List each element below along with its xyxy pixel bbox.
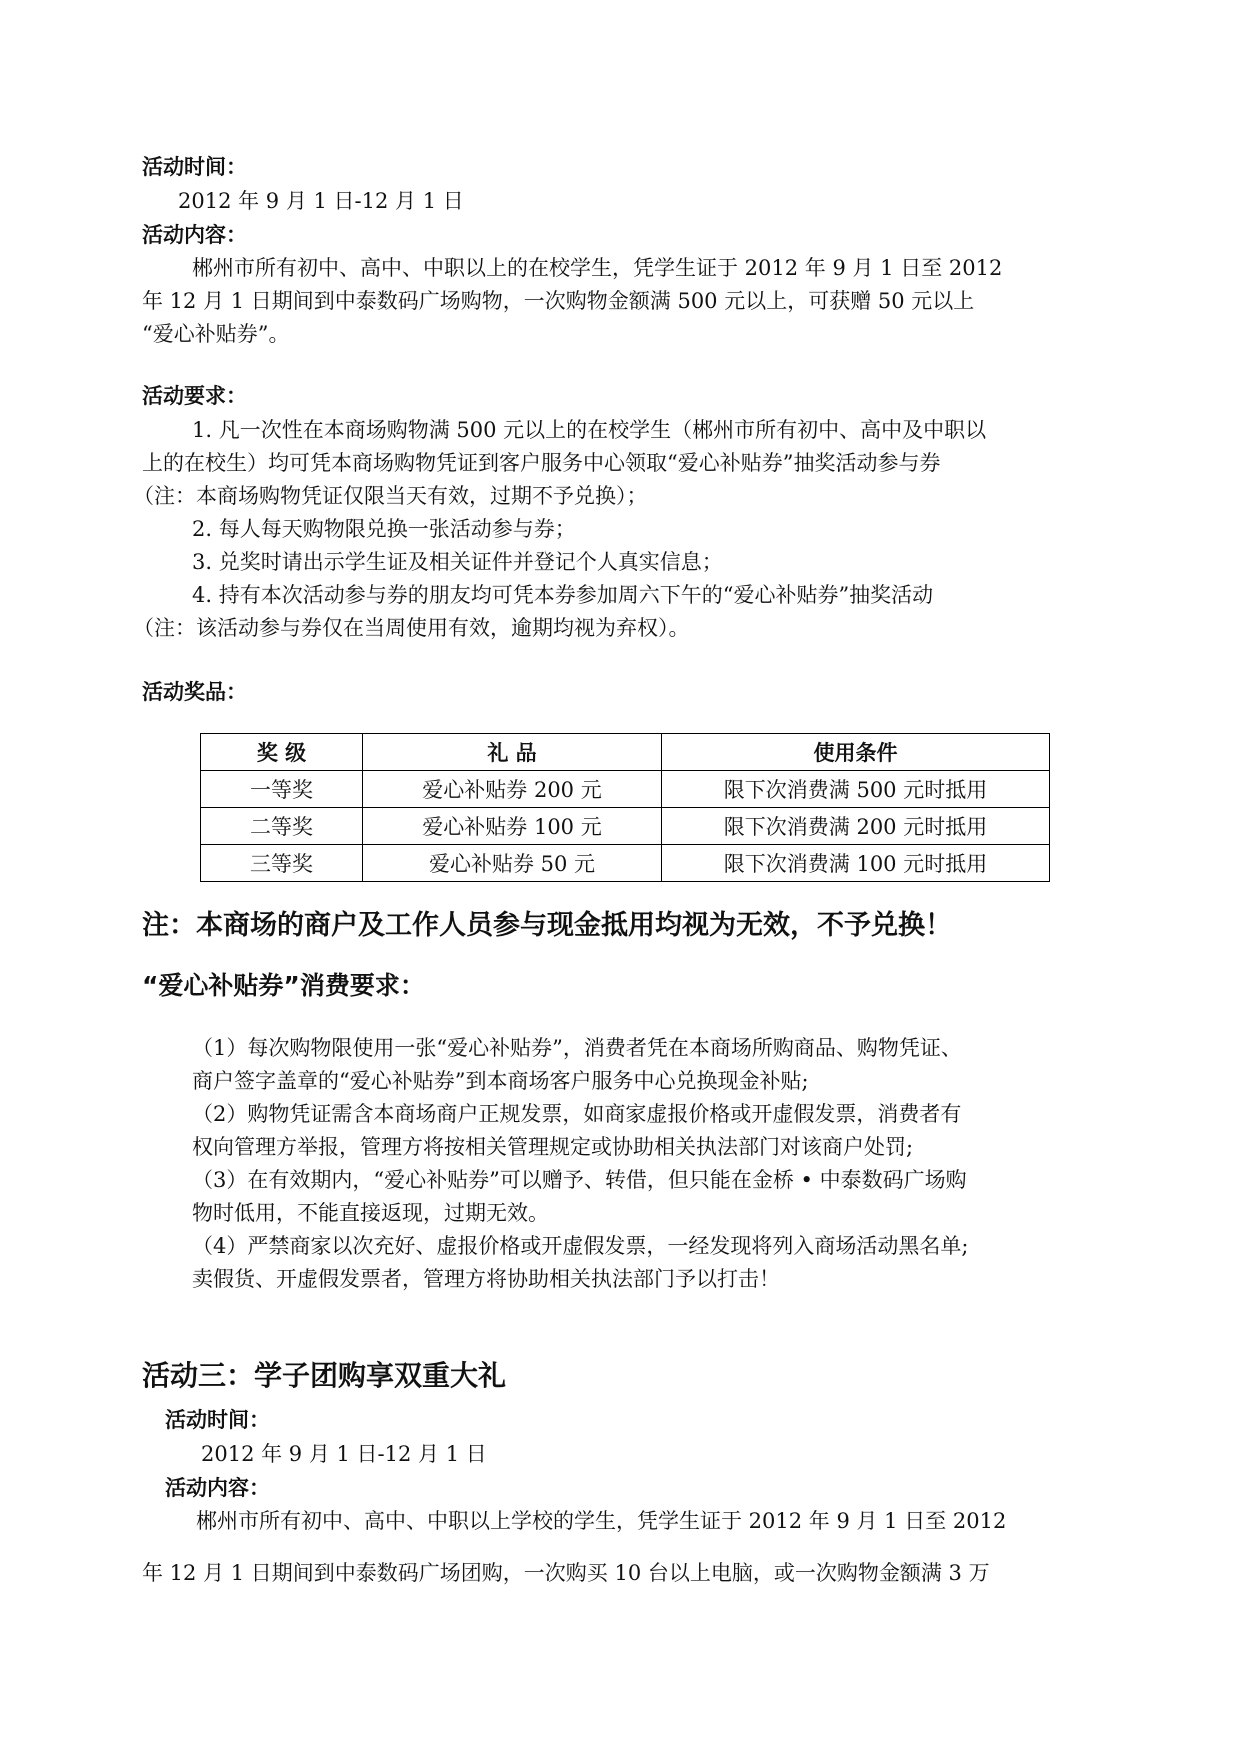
prize-table [200,733,1050,882]
requirements-heading: 活动要求： [142,384,247,408]
time-heading: 活动时间： [142,155,247,179]
staff-exclusion-note: 注：本商场的商户及工作人员参与现金抵用均视为无效，不予兑换！ [142,910,952,941]
coupon-rule-line: （3）在有效期内，“爱心补贴券”可以赠予、转借，但只能在金桥 • 中泰数码广场购 [192,1168,967,1192]
prizes-heading: 活动奖品： [142,680,247,704]
prize-condition-cell: 限下次消费满 100 元时抵用 [662,845,1050,882]
time-value: 2012 年 9 月 1 日-12 月 1 日 [178,189,464,213]
content-heading: 活动内容： [142,223,247,247]
column-header-condition: 使用条件 [662,734,1050,771]
coupon-rule-line: 卖假货、开虚假发票者，管理方将协助相关执法部门予以打击！ [192,1267,780,1291]
prize-condition-cell: 限下次消费满 200 元时抵用 [662,808,1050,845]
requirement-line: 上的在校生）均可凭本商场购物凭证到客户服务中心领取“爱心补贴券”抽奖活动参与券 [142,451,941,475]
coupon-rule-line: （1）每次购物限使用一张“爱心补贴券”，消费者凭在本商场所购商品、购物凭证、 [192,1036,962,1060]
time-heading: 活动时间： [165,1408,270,1432]
content-line: 郴州市所有初中、高中、中职以上的在校学生，凭学生证于 2012 年 9 月 1 日至 2012 [192,256,1003,280]
column-header-gift: 礼 品 [363,734,662,771]
table-row [201,845,1050,882]
content-line: 年 12 月 1 日期间到中泰数码广场团购，一次购买 10 台以上电脑，或一次购物金额满 3 万 [142,1561,990,1585]
coupon-rule-line: （2）购物凭证需含本商场商户正规发票，如商家虚报价格或开虚假发票，消费者有 [192,1102,962,1126]
coupon-rule-line: 商户签字盖章的“爱心补贴券”到本商场客户服务中心兑换现金补贴; [192,1069,809,1093]
requirement-line: 1. 凡一次性在本商场购物满 500 元以上的在校学生（郴州市所有初中、高中及中职以 [192,418,987,442]
prize-gift-cell: 爱心补贴券 50 元 [363,845,662,882]
content-heading: 活动内容： [165,1476,270,1500]
table-row [201,808,1050,845]
coupon-rule-line: 物时低用，不能直接返现，过期无效。 [192,1201,549,1225]
coupon-rule-line: 权向管理方举报，管理方将按相关管理规定或协助相关执法部门对该商户处罚; [192,1135,914,1159]
requirement-line: （注：本商场购物凭证仅限当天有效，过期不予兑换）； [133,484,648,508]
prize-level-cell: 三等奖 [201,845,363,882]
prize-level-cell: 二等奖 [201,808,363,845]
content-line: 郴州市所有初中、高中、中职以上学校的学生，凭学生证于 2012 年 9 月 1 日至 2012 [196,1509,1007,1533]
prize-table-header-row [201,734,1050,771]
coupon-requirements-heading: “爱心补贴券”消费要求： [142,971,425,1000]
prize-condition-cell: 限下次消费满 500 元时抵用 [662,771,1050,808]
prize-gift-cell: 爱心补贴券 200 元 [363,771,662,808]
column-header-level: 奖 级 [201,734,363,771]
content-line: 年 12 月 1 日期间到中泰数码广场购物，一次购物金额满 500 元以上，可获赠 50 元以上 [142,289,975,313]
prize-level-cell: 一等奖 [201,771,363,808]
content-line: “爱心补贴券”。 [142,322,290,346]
section-three-title: 活动三：学子团购享双重大礼 [142,1359,507,1392]
coupon-rule-line: （4）严禁商家以次充好、虚报价格或开虚假发票，一经发现将列入商场活动黑名单; [192,1234,969,1258]
requirement-line: 3. 兑奖时请出示学生证及相关证件并登记个人真实信息； [192,550,723,574]
requirement-line: 4. 持有本次活动参与券的朋友均可凭本券参加周六下午的“爱心补贴券”抽奖活动 [192,583,934,607]
requirement-line: （注：该活动参与券仅在当周使用有效，逾期均视为弃权）。 [133,616,690,640]
requirement-line: 2. 每人每天购物限兑换一张活动参与券； [192,517,576,541]
time-value: 2012 年 9 月 1 日-12 月 1 日 [201,1442,487,1466]
table-row [201,771,1050,808]
prize-gift-cell: 爱心补贴券 100 元 [363,808,662,845]
